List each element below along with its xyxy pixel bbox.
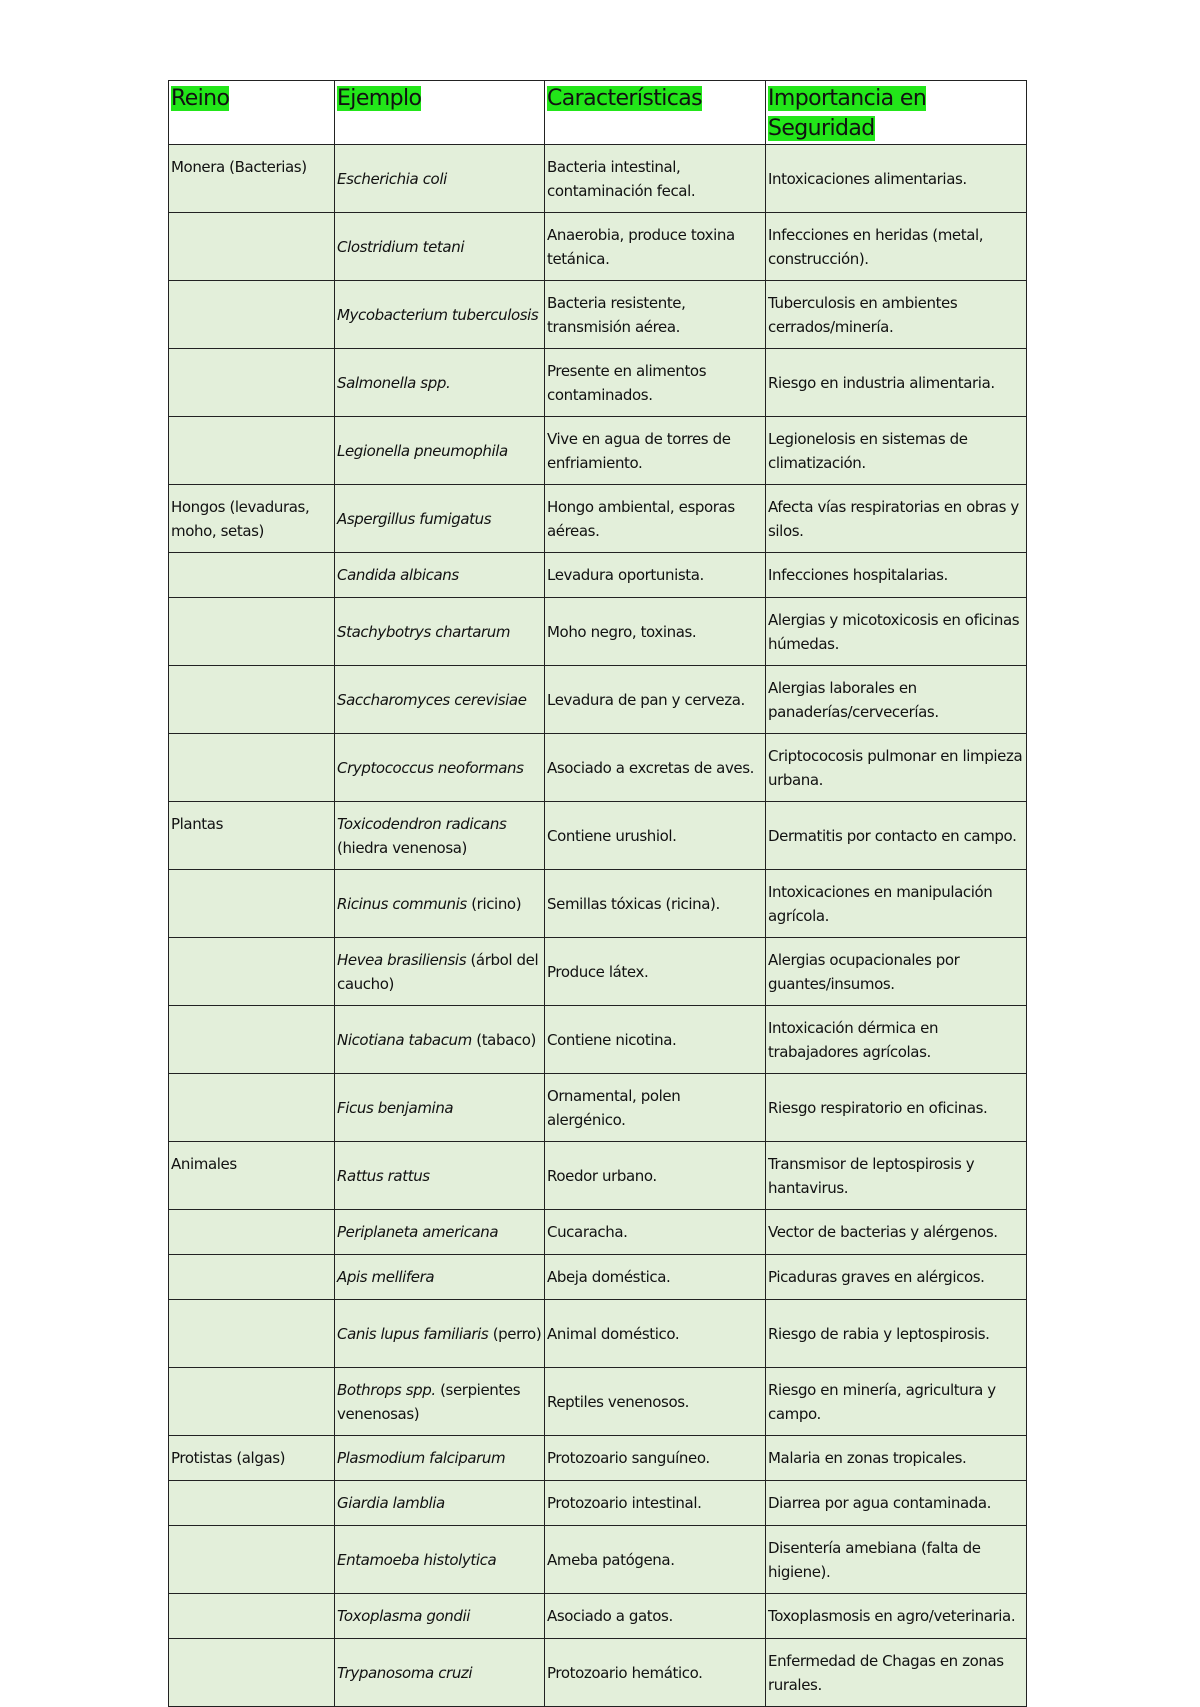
cell-reino[interactable] — [169, 281, 335, 349]
cell-importancia[interactable]: Infecciones en heridas (metal, construcción). — [766, 213, 1027, 281]
cell-reino[interactable] — [169, 553, 335, 598]
cell-reino[interactable] — [169, 1481, 335, 1526]
cell-importancia[interactable]: Enfermedad de Chagas en zonas rurales. — [766, 1639, 1027, 1707]
cell-reino[interactable] — [169, 213, 335, 281]
table-row — [169, 485, 1027, 553]
cell-importancia[interactable]: Tuberculosis en ambientes cerrados/minería. — [766, 281, 1027, 349]
cell-reino[interactable] — [169, 870, 335, 938]
cell-importancia[interactable]: Infecciones hospitalarias. — [766, 553, 1027, 598]
cell-caracteristicas[interactable]: Animal doméstico. — [545, 1300, 766, 1368]
table-row — [169, 1368, 1027, 1436]
cell-ejemplo[interactable] — [335, 870, 545, 938]
common-name: (tabaco) — [471, 1030, 536, 1049]
table-row — [169, 1594, 1027, 1639]
cell-caracteristicas[interactable]: Semillas tóxicas (ricina). — [545, 870, 766, 938]
common-name: (árbol del caucho) — [337, 950, 539, 993]
table-row — [169, 1300, 1027, 1368]
table-row — [169, 1142, 1027, 1210]
table-row — [169, 1481, 1027, 1526]
cell-ejemplo[interactable] — [335, 145, 545, 213]
cell-ejemplo[interactable] — [335, 1255, 545, 1300]
cell-importancia[interactable]: Picaduras graves en alérgicos. — [766, 1255, 1027, 1300]
cell-ejemplo[interactable] — [335, 1594, 545, 1639]
table-row — [169, 1526, 1027, 1594]
cell-importancia[interactable]: Diarrea por agua contaminada. — [766, 1481, 1027, 1526]
cell-reino[interactable] — [169, 1300, 335, 1368]
header-row — [169, 81, 1027, 145]
cell-reino[interactable] — [169, 1639, 335, 1707]
cell-reino[interactable] — [169, 1368, 335, 1436]
cell-caracteristicas[interactable]: Reptiles venenosos. — [545, 1368, 766, 1436]
cell-caracteristicas[interactable]: Ornamental, polen alergénico. — [545, 1074, 766, 1142]
cell-importancia[interactable]: Riesgo respiratorio en oficinas. — [766, 1074, 1027, 1142]
cell-reino[interactable] — [169, 1526, 335, 1594]
header-cell-reino[interactable] — [169, 81, 335, 145]
cell-reino[interactable]: Plantas — [169, 802, 335, 870]
table-row — [169, 734, 1027, 802]
cell-importancia[interactable]: Transmisor de leptospirosis y hantavirus. — [766, 1142, 1027, 1210]
cell-ejemplo[interactable] — [335, 485, 545, 553]
cell-reino[interactable]: Protistas (algas) — [169, 1436, 335, 1481]
cell-reino[interactable] — [169, 1006, 335, 1074]
cell-importancia[interactable]: Toxoplasmosis en agro/veterinaria. — [766, 1594, 1027, 1639]
cell-ejemplo[interactable] — [335, 1006, 545, 1074]
scientific-name: Toxoplasma gondii — [337, 1607, 471, 1625]
cell-caracteristicas[interactable]: Protozoario intestinal. — [545, 1481, 766, 1526]
scientific-name: Rattus rattus — [337, 1166, 430, 1185]
cell-reino[interactable] — [169, 666, 335, 734]
cell-caracteristicas[interactable]: Bacteria intestinal, contaminación fecal. — [545, 145, 766, 213]
header-cell-caracteristicas[interactable] — [545, 81, 766, 145]
header-importancia: Importancia en Seguridad — [768, 86, 927, 141]
scientific-name: Canis lupus familiaris — [337, 1324, 489, 1343]
cell-caracteristicas[interactable]: Protozoario hemático. — [545, 1639, 766, 1707]
cell-reino[interactable] — [169, 1074, 335, 1142]
cell-ejemplo[interactable] — [335, 1074, 545, 1142]
cell-reino[interactable]: Animales — [169, 1142, 335, 1210]
cell-caracteristicas[interactable]: Ameba patógena. — [545, 1526, 766, 1594]
scientific-name: Ficus benjamina — [337, 1098, 454, 1117]
common-name: (serpientes venenosas) — [337, 1380, 521, 1423]
cell-ejemplo[interactable] — [335, 1142, 545, 1210]
cell-importancia[interactable]: Criptococosis pulmonar en limpieza urbana. — [766, 734, 1027, 802]
cell-ejemplo[interactable] — [335, 213, 545, 281]
cell-caracteristicas[interactable]: Asociado a gatos. — [545, 1594, 766, 1639]
table-row — [169, 1210, 1027, 1255]
table-row — [169, 553, 1027, 598]
cell-ejemplo[interactable] — [335, 802, 545, 870]
scientific-name: Apis mellifera — [337, 1268, 435, 1286]
common-name: (hiedra venenosa) — [337, 838, 467, 857]
cell-importancia[interactable]: Riesgo en industria alimentaria. — [766, 349, 1027, 417]
scientific-name: Clostridium tetani — [337, 237, 465, 256]
cell-caracteristicas[interactable]: Produce látex. — [545, 938, 766, 1006]
common-name: (perro) — [488, 1324, 542, 1343]
cell-caracteristicas[interactable]: Protozoario sanguíneo. — [545, 1436, 766, 1481]
table-row — [169, 281, 1027, 349]
cell-ejemplo[interactable] — [335, 666, 545, 734]
scientific-name: Nicotiana tabacum — [337, 1030, 472, 1049]
table-row — [169, 349, 1027, 417]
cell-importancia[interactable]: Afecta vías respiratorias en obras y silos. — [766, 485, 1027, 553]
header-caracteristicas: Características — [547, 86, 703, 111]
scientific-name: Plasmodium falciparum — [337, 1449, 506, 1467]
cell-caracteristicas[interactable]: Bacteria resistente, transmisión aérea. — [545, 281, 766, 349]
scientific-name: Bothrops spp. — [337, 1380, 436, 1399]
cell-ejemplo[interactable] — [335, 1210, 545, 1255]
kingdoms-table — [168, 80, 1027, 1707]
table-row — [169, 1006, 1027, 1074]
cell-importancia[interactable]: Intoxicaciones alimentarias. — [766, 145, 1027, 213]
cell-importancia[interactable]: Riesgo en minería, agricultura y campo. — [766, 1368, 1027, 1436]
scientific-name: Stachybotrys chartarum — [337, 622, 511, 641]
cell-caracteristicas[interactable]: Moho negro, toxinas. — [545, 598, 766, 666]
spreadsheet-page — [168, 80, 1026, 1707]
scientific-name: Escherichia coli — [337, 169, 447, 188]
cell-importancia[interactable]: Disentería amebiana (falta de higiene). — [766, 1526, 1027, 1594]
cell-caracteristicas[interactable]: Contiene nicotina. — [545, 1006, 766, 1074]
scientific-name: Entamoeba histolytica — [337, 1550, 497, 1569]
cell-ejemplo[interactable] — [335, 1300, 545, 1368]
cell-ejemplo[interactable] — [335, 553, 545, 598]
cell-caracteristicas[interactable]: Roedor urbano. — [545, 1142, 766, 1210]
cell-importancia[interactable]: Vector de bacterias y alérgenos. — [766, 1210, 1027, 1255]
cell-reino[interactable] — [169, 1210, 335, 1255]
table-row — [169, 802, 1027, 870]
common-name: (ricino) — [466, 894, 522, 913]
cell-ejemplo[interactable] — [335, 1481, 545, 1526]
cell-reino[interactable]: Monera (Bacterias) — [169, 145, 335, 213]
cell-ejemplo[interactable] — [335, 734, 545, 802]
cell-ejemplo[interactable] — [335, 1639, 545, 1707]
scientific-name: Periplaneta americana — [337, 1223, 499, 1241]
cell-ejemplo[interactable] — [335, 281, 545, 349]
cell-importancia[interactable]: Intoxicación dérmica en trabajadores agrícolas. — [766, 1006, 1027, 1074]
cell-caracteristicas[interactable]: Asociado a excretas de aves. — [545, 734, 766, 802]
cell-reino[interactable] — [169, 1255, 335, 1300]
scientific-name: Trypanosoma cruzi — [337, 1663, 473, 1682]
cell-caracteristicas[interactable]: Presente en alimentos contaminados. — [545, 349, 766, 417]
cell-ejemplo[interactable] — [335, 417, 545, 485]
scientific-name: Candida albicans — [337, 566, 459, 584]
cell-caracteristicas[interactable]: Levadura de pan y cerveza. — [545, 666, 766, 734]
table-row — [169, 417, 1027, 485]
scientific-name: Legionella pneumophila — [337, 441, 508, 460]
cell-reino[interactable] — [169, 349, 335, 417]
cell-importancia[interactable]: Alergias y micotoxicosis en oficinas húmedas. — [766, 598, 1027, 666]
cell-caracteristicas[interactable]: Abeja doméstica. — [545, 1255, 766, 1300]
scientific-name: Mycobacterium tuberculosis — [337, 305, 539, 324]
scientific-name: Hevea brasiliensis — [337, 950, 467, 969]
cell-caracteristicas[interactable]: Anaerobia, produce toxina tetánica. — [545, 213, 766, 281]
table-row — [169, 598, 1027, 666]
cell-caracteristicas[interactable]: Contiene urushiol. — [545, 802, 766, 870]
scientific-name: Aspergillus fumigatus — [337, 509, 492, 528]
table-row — [169, 145, 1027, 213]
scientific-name: Giardia lamblia — [337, 1494, 445, 1512]
cell-reino[interactable] — [169, 598, 335, 666]
cell-ejemplo[interactable] — [335, 598, 545, 666]
cell-reino[interactable] — [169, 938, 335, 1006]
table-row — [169, 870, 1027, 938]
cell-ejemplo[interactable] — [335, 1368, 545, 1436]
cell-importancia[interactable]: Intoxicaciones en manipulación agrícola. — [766, 870, 1027, 938]
table-row — [169, 213, 1027, 281]
header-cell-importancia[interactable] — [766, 81, 1027, 145]
cell-reino[interactable] — [169, 417, 335, 485]
table-row — [169, 938, 1027, 1006]
cell-reino[interactable]: Hongos (levaduras, moho, setas) — [169, 485, 335, 553]
cell-reino[interactable] — [169, 734, 335, 802]
table-row — [169, 1255, 1027, 1300]
cell-ejemplo[interactable] — [335, 1526, 545, 1594]
cell-caracteristicas[interactable]: Levadura oportunista. — [545, 553, 766, 598]
scientific-name: Saccharomyces cerevisiae — [337, 690, 527, 709]
cell-importancia[interactable]: Malaria en zonas tropicales. — [766, 1436, 1027, 1481]
table-row — [169, 1074, 1027, 1142]
cell-importancia[interactable]: Dermatitis por contacto en campo. — [766, 802, 1027, 870]
cell-caracteristicas[interactable]: Hongo ambiental, esporas aéreas. — [545, 485, 766, 553]
cell-importancia[interactable]: Legionelosis en sistemas de climatización. — [766, 417, 1027, 485]
table-row — [169, 1436, 1027, 1481]
cell-importancia[interactable]: Alergias laborales en panaderías/cervecerías. — [766, 666, 1027, 734]
scientific-name: Salmonella spp. — [337, 373, 451, 392]
cell-caracteristicas[interactable]: Vive en agua de torres de enfriamiento. — [545, 417, 766, 485]
cell-importancia[interactable]: Riesgo de rabia y leptospirosis. — [766, 1300, 1027, 1368]
cell-reino[interactable] — [169, 1594, 335, 1639]
scientific-name: Cryptococcus neoformans — [337, 758, 524, 777]
cell-ejemplo[interactable] — [335, 938, 545, 1006]
cell-ejemplo[interactable] — [335, 349, 545, 417]
scientific-name: Ricinus communis — [337, 894, 467, 913]
table-row — [169, 1639, 1027, 1707]
header-cell-ejemplo[interactable] — [335, 81, 545, 145]
table-row — [169, 666, 1027, 734]
header-reino: Reino — [171, 86, 230, 111]
cell-ejemplo[interactable] — [335, 1436, 545, 1481]
cell-caracteristicas[interactable]: Cucaracha. — [545, 1210, 766, 1255]
cell-importancia[interactable]: Alergias ocupacionales por guantes/insumos. — [766, 938, 1027, 1006]
scientific-name: Toxicodendron radicans — [337, 814, 507, 833]
header-ejemplo: Ejemplo — [337, 86, 422, 111]
